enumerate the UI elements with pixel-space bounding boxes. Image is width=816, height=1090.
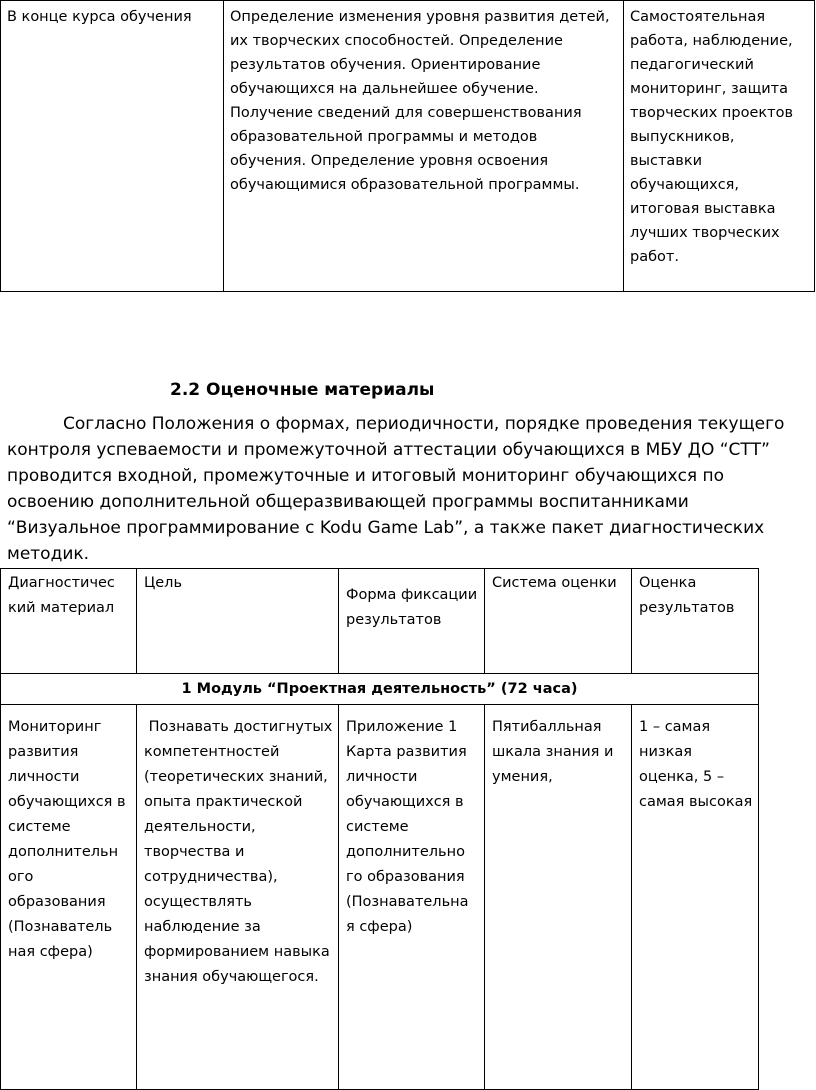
table-header-row — [1, 569, 759, 674]
table-cell: 1 – самая низкая оценка, 5 – самая высокая — [632, 705, 759, 1090]
table-cell: Приложение 1 Карта развития личности обучающихся в системе дополнительно го образования (Познавательна я сфера) — [339, 705, 485, 1090]
table-cell: Познавать достигнутых компетентностей (теоретических знаний, опыта практической деятельности, творчества и сотрудничества), осуществлять наблюдение за формированием навыка знания обучающегося. — [137, 705, 339, 1090]
header-cell: Оценка результатов — [632, 569, 759, 674]
module-row — [1, 674, 759, 705]
forms-cell: Самостоятельная работа, наблюдение, педагогический мониторинг, защита творческих проектов выпускников, выставки обучающихся, итоговая выставка лучших творческих работ. — [624, 1, 815, 292]
table-cell: Пятибалльная шкала знания и умения, — [485, 705, 632, 1090]
diagnostic-materials-table — [0, 568, 759, 1090]
header-cell: Система оценки — [485, 569, 632, 674]
table-cell: Мониторинг развития личности обучающихся в системе дополнительн ого образования (Познаватель ная сфера) — [1, 705, 137, 1090]
header-cell: Цель — [137, 569, 339, 674]
section-paragraph: Согласно Положения о формах, периодичности, порядке проведения текущего контроля успеваемости и промежуточной аттестации обучающихся в МБУ ДО “СТТ” проводится входной, промежуточные и итоговый мониторинг обучающихся по освоению дополнительной общеразвивающей программы воспитанниками “Визуальное программирование с Kodu Game Lab”, а также пакет диагностических методик. — [7, 414, 785, 564]
table-row — [1, 1, 815, 292]
module-title: 1 Модуль “Проектная деятельность” (72 часа) — [1, 674, 759, 705]
header-cell: Диагностичес кий материал — [1, 569, 137, 674]
header-cell: Форма фиксации результатов — [339, 569, 485, 674]
stage-cell: В конце курса обучения — [1, 1, 224, 292]
table-row — [1, 705, 759, 1090]
purpose-cell: Определение изменения уровня развития детей, их творческих способностей. Определение результатов обучения. Ориентирование обучающихся на дальнейшее обучение. Получение сведений для совершенствования образовательной программы и методов обучения. Определение уровня освоения обучающимися образовательной программы. — [224, 1, 624, 292]
assessment-stage-table — [0, 0, 815, 292]
section-heading: 2.2 Оценочные материалы — [170, 380, 435, 400]
